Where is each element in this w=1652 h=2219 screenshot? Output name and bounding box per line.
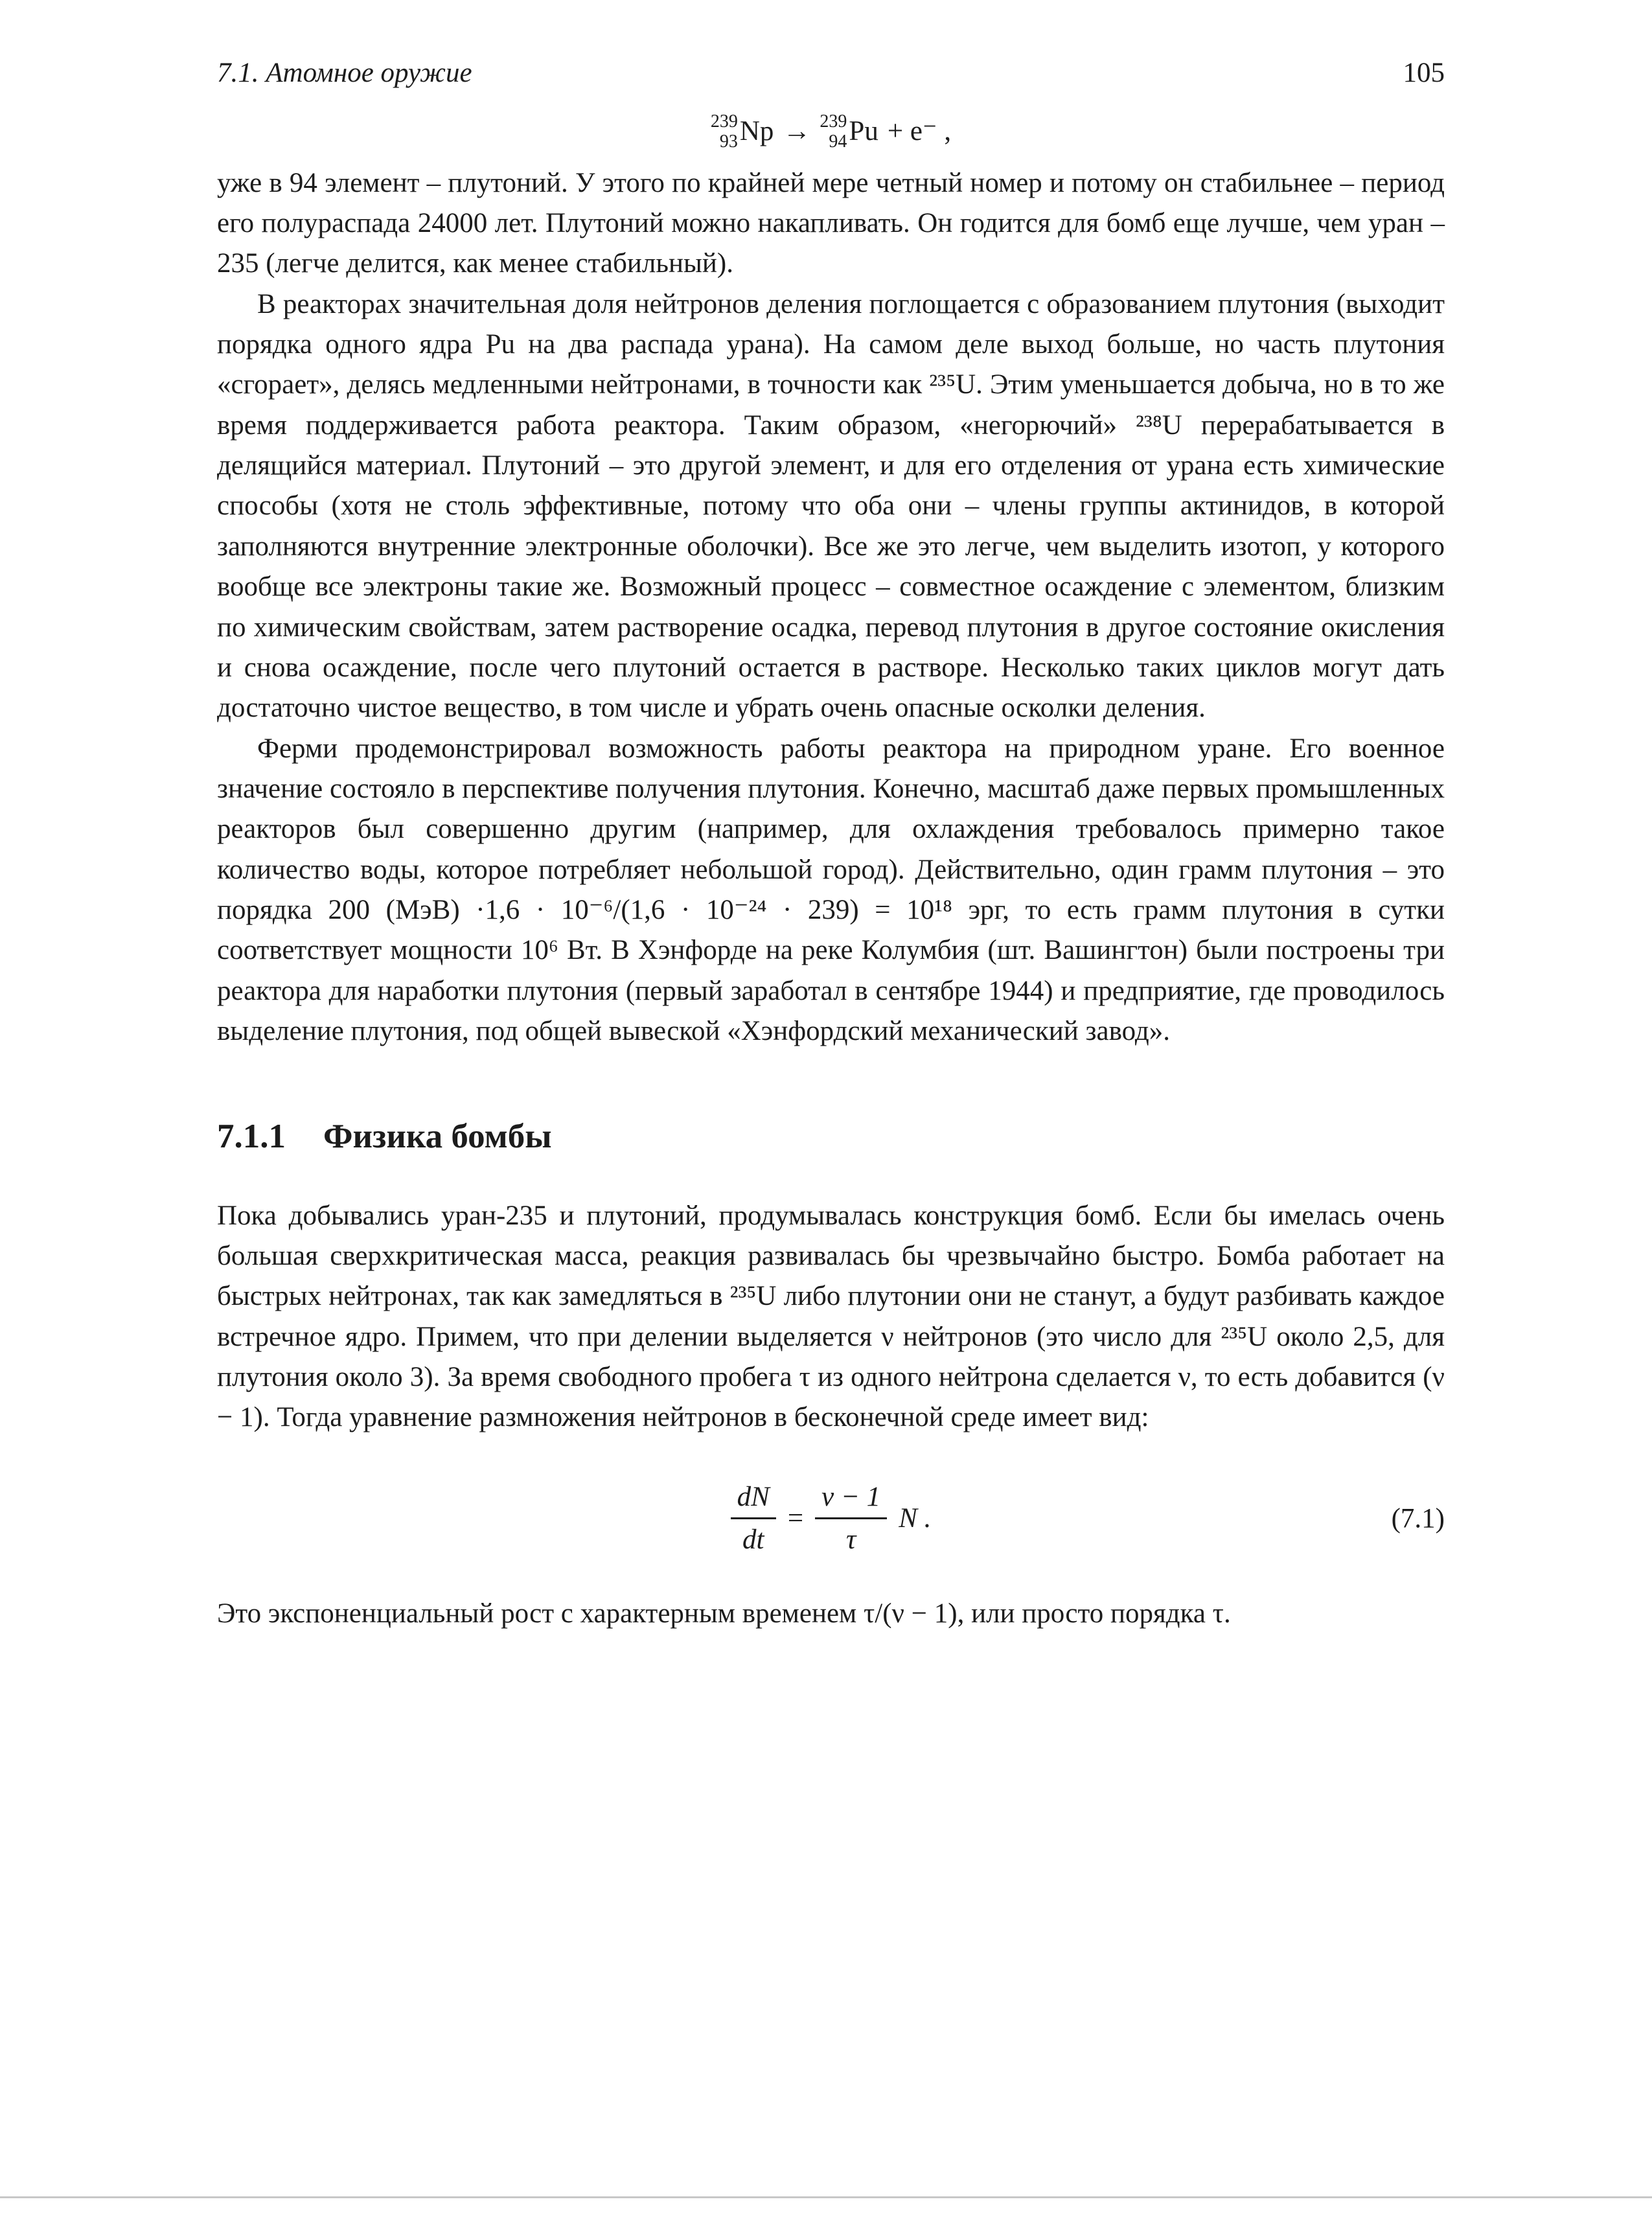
equation-number-label: (7.1) bbox=[1391, 1503, 1445, 1534]
equation-factor: N . bbox=[899, 1503, 932, 1534]
reaction-arrow: → bbox=[783, 115, 811, 146]
body-paragraph: Ферми продемонстрировал возможность работы реактора на природном уране. Его военное значение состояло в перспективе получения плутония. Конечно, масштаб даже первых промышленных реакторов был совершенно другим (например, для охлаждения требовалось примерно такое количество воды, которое потребляет небольшой город). Действительно, один грамм плутония – это порядка 200 (МэВ) ·1,6 · 10⁻⁶/(1,6 · 10⁻²⁴ · 239) = 10¹⁸ эрг, то есть грамм плутония в сутки соответствует мощности 10⁶ Вт. В Хэнфорде на реке Колумбия (шт. Вашингтон) были построены три реактора для наработки плутония (первый заработал в сентябре 1944) и предприятие, где проводилось выделение плутония, под общей вывеской «Хэнфордский механический завод». bbox=[217, 733, 1445, 1046]
mass-number: 239 bbox=[710, 111, 738, 132]
reaction-tail: + e⁻ , bbox=[887, 115, 952, 146]
equation-body bbox=[731, 1481, 932, 1556]
fraction-numerator: ν − 1 bbox=[815, 1481, 887, 1519]
fraction-denominator: τ bbox=[845, 1524, 856, 1556]
closing-paragraph: Это экспоненциальный рост с характерным временем τ/(ν − 1), или просто порядка τ. bbox=[217, 1598, 1231, 1629]
nuclide-pu bbox=[820, 111, 878, 152]
nuclide-pu-prescripts bbox=[820, 111, 847, 152]
fraction-denominator: dt bbox=[742, 1524, 764, 1556]
equals-sign: = bbox=[787, 1503, 804, 1534]
mass-number: 239 bbox=[820, 111, 847, 132]
fraction-numerator: dN bbox=[731, 1481, 776, 1519]
display-equation-7-1 bbox=[217, 1481, 1445, 1556]
running-section-title: 7.1. Атомное оружие bbox=[217, 58, 472, 88]
nuclide-np bbox=[711, 111, 774, 152]
page-bottom-edge bbox=[0, 2196, 1652, 2198]
nuclide-np-prescripts bbox=[711, 111, 738, 152]
body-paragraph: В реакторах значительная доля нейтронов деления поглощается с образованием плутония (выходит порядка одного ядра Pu на два распада урана). На самом деле выход больше, но часть плутония «сгорает», делясь медленными нейтронами, в точности как ²³⁵U. Этим уменьшается добыча, но в то же время поддерживается работа реактора. Таким образом, «негорючий» ²³⁸U перерабатывается в делящийся материал. Плутоний – это другой элемент, и для его отделения от урана есть химические способы (хотя не столь эффективные, потому что оба они – члены группы актинидов, в которой заполняются внутренние электронные оболочки). Все же это легче, чем выделить изотоп, у которого вообще все электроны такие же. Возможный процесс – совместное осаждение с элементом, близким по химическим свойствам, затем растворение осадка, перевод плутония в другое состояние окисления и снова осаждение, после чего плутоний остается в растворе. Несколько таких циклов могут дать достаточно чистое вещество, в том числе и убрать очень опасные осколки деления. bbox=[217, 288, 1445, 724]
nuclear-reaction-equation bbox=[217, 111, 1445, 152]
page-number: 105 bbox=[1403, 58, 1445, 88]
subsection-title: Физика бомбы bbox=[323, 1118, 552, 1156]
fraction-dN-dt bbox=[731, 1481, 776, 1556]
body-paragraph: уже в 94 элемент – плутоний. У этого по крайней мере четный номер и потому он стабильнее – период его полураспада 24000 лет. Плутоний можно накапливать. Он годится для бомб еще лучше, чем уран – 235 (легче делится, как менее стабильный). bbox=[217, 167, 1445, 279]
element-symbol: Np bbox=[739, 115, 774, 146]
running-header bbox=[217, 57, 1445, 89]
subsection-number: 7.1.1 bbox=[217, 1118, 286, 1156]
atomic-number: 94 bbox=[829, 132, 847, 152]
atomic-number: 93 bbox=[719, 132, 738, 152]
fraction-nu-tau bbox=[815, 1481, 887, 1556]
subsection-heading bbox=[217, 1118, 1445, 1155]
body-paragraph: Пока добывались уран-235 и плутоний, продумывалась конструкция бомб. Если бы имелась очень большая сверхкритическая масса, реакция развивалась бы чрезвычайно быстро. Бомба работает на быстрых нейтронах, так как замедляться в ²³⁵U либо плутонии они не станут, а будут разбивать каждое встречное ядро. Примем, что при делении выделяется ν нейтронов (это число для ²³⁵U около 2,5, для плутония около 3). За время свободного пробега τ из одного нейтрона сделается ν, то есть добавится (ν − 1). Тогда уравнение размножения нейтронов в бесконечной среде имеет вид: bbox=[217, 1200, 1445, 1433]
element-symbol: Pu bbox=[849, 115, 878, 146]
